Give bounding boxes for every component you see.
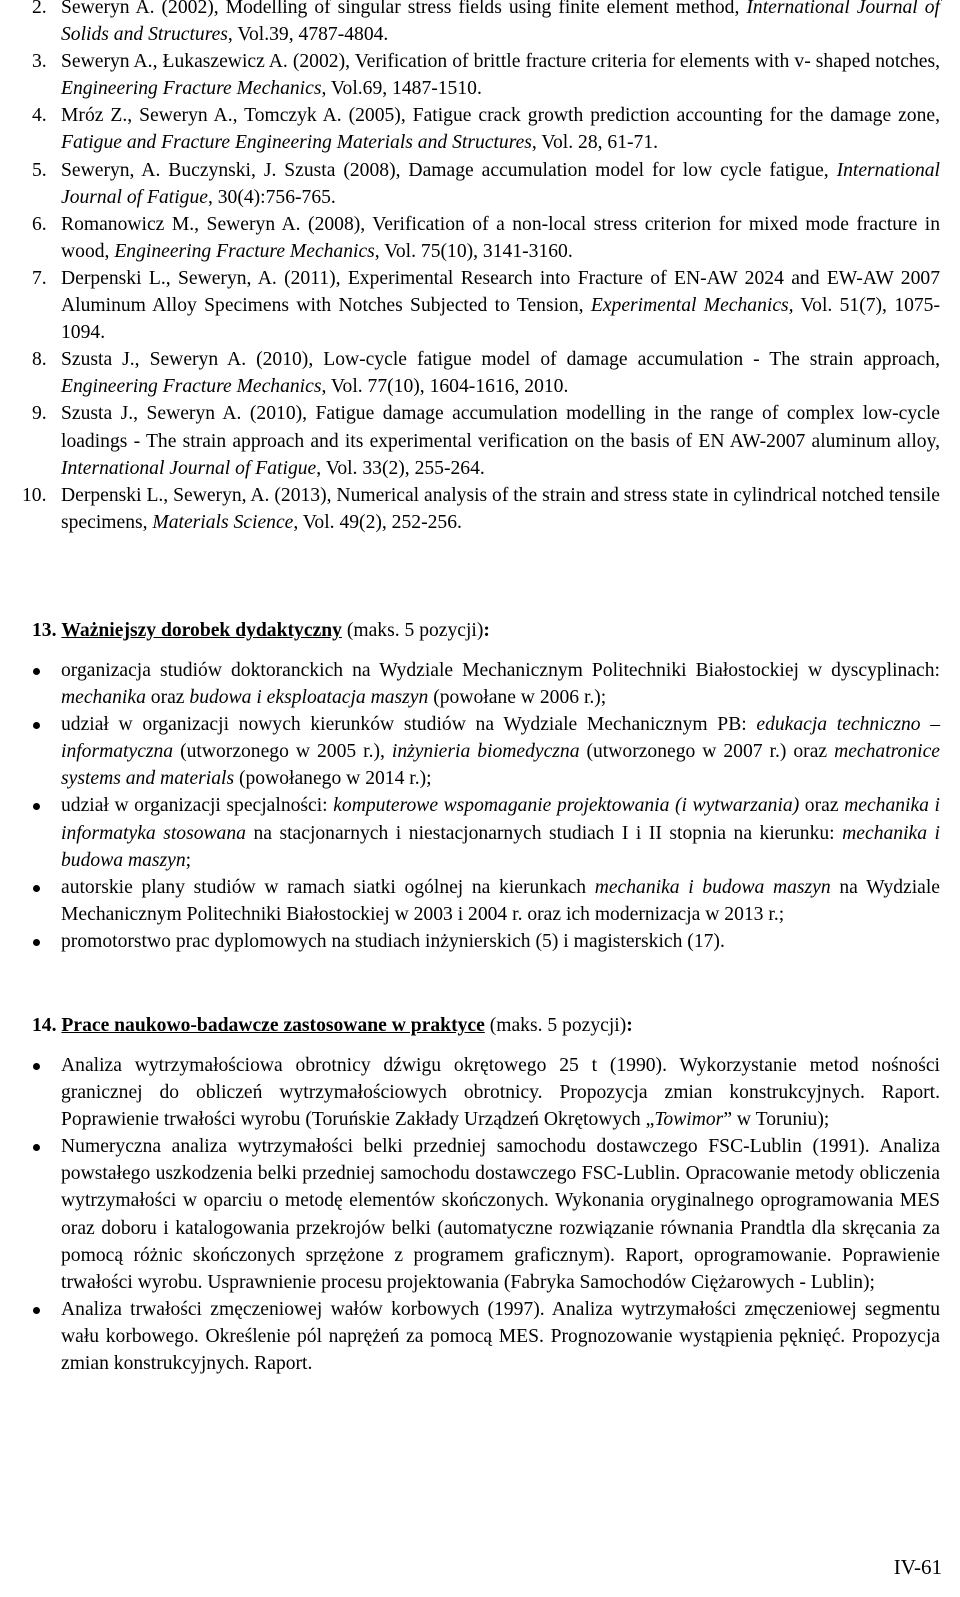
text-run: , Vol. 75(10), 3141-3160. — [374, 240, 573, 262]
section-13-list — [32, 657, 940, 955]
bullet-text — [61, 874, 940, 928]
text-run: Analiza wytrzymałościowa obrotnicy dźwigu okrętowego 25 t (1990). Wykorzystanie metod nośności granicznej do obliczeń wytrzymałościowych obrotnicy. Propozycja zmian konstrukcyjnych. Raport. Poprawienie trwałości wyrobu (Toruńskie Zakłady Urządzeń Okrętowych „ — [61, 1055, 940, 1131]
reference-item — [32, 102, 940, 156]
text-run: Numeryczna analiza wytrzymałości belki przedniej samochodu dostawczego FSC-Lublin (1991). Analiza powstałego uszkodzenia belki przedniej samochodu dostawczego FSC-Lublin. Opracowanie metody obliczenia wytrzymałości w oparciu o metodę elementów skończonych. Wykonania oryginalnego oprogramowania MES oraz doboru i katalogowania przekrojów belki (automatyczne rozwiązanie równania Prandtla dla skręcania za pomocą różnic skończonych sprzężone z programem graficznym). Raport, oprogramowanie. Poprawienie trwałości wyrobu. Usprawnienie procesu projektowania (Fabryka Samochodów Ciężarowych - Lublin); — [61, 1136, 940, 1293]
reference-number: 8. — [32, 349, 47, 371]
italic-text: International Journal of Fatigue — [61, 159, 940, 208]
text-run: oraz — [145, 687, 190, 709]
text-run: , Vol.39, 4787-4804. — [227, 24, 389, 46]
reference-item — [32, 211, 940, 265]
section-13-colon: : — [483, 620, 490, 641]
reference-item — [32, 265, 940, 346]
italic-text: mechanika i informatyka stosowana — [61, 795, 940, 844]
italic-text: Experimental Mechanics, — [590, 295, 794, 317]
reference-text — [61, 157, 940, 211]
italic-text: Engineering Fracture Mechanics — [61, 376, 322, 398]
italic-text: budowa i eksploatacja maszyn — [189, 687, 429, 709]
section-14-colon: : — [626, 1015, 633, 1036]
reference-text — [61, 48, 940, 102]
reference-number: 2. — [32, 0, 47, 18]
text-run: , Vol. 49(2), 252-256. — [293, 511, 462, 533]
bullet-text — [61, 792, 940, 873]
text-run: (utworzonego w 2005 r.), — [173, 741, 392, 763]
text-run: Mróz Z., Seweryn A., Tomczyk A. (2005), Fatigue crack growth prediction accounting for the damage zone, — [61, 105, 940, 127]
italic-text: komputerowe wspomaganie projektowania (i wytwarzania) — [333, 795, 800, 817]
reference-item — [32, 400, 940, 481]
bullet-text — [61, 657, 940, 711]
italic-text: International Journal of Solids and Structures — [61, 0, 940, 46]
reference-number: 10. — [22, 484, 47, 506]
reference-text — [61, 102, 940, 156]
text-run: (utworzonego w 2007 r.) oraz — [579, 741, 835, 763]
reference-number: 4. — [32, 105, 47, 127]
italic-text: Engineering Fracture Mechanics — [61, 78, 322, 100]
text-run: Romanowicz M., Seweryn A. (2008), Verification of a non-local stress criterion for mixed mode fracture in wood, — [61, 213, 940, 262]
text-run: , Vol. 77(10), 1604-1616, 2010. — [321, 376, 569, 398]
section-14-heading — [32, 1012, 633, 1039]
reference-list — [22, 0, 941, 536]
italic-text: mechanika — [61, 687, 146, 709]
bullet-text — [61, 928, 940, 955]
bullet-dot-icon — [32, 1052, 61, 1133]
text-run: oraz — [799, 795, 845, 817]
italic-text: Fatigue and Fracture Engineering Materials and Structures — [61, 132, 532, 154]
text-run: Szusta J., Seweryn A. (2010), Fatigue damage accumulation modelling in the range of complex low-cycle loadings - The strain approach and its experimental verification on the basis of EN AW-2007 aluminum alloy, — [61, 403, 940, 452]
bullet-item — [32, 711, 940, 792]
text-run: , Vol.69, 1487-1510. — [321, 78, 482, 100]
italic-text: mechatronice systems and materials — [61, 741, 940, 790]
reference-number: 9. — [32, 403, 47, 425]
page-number: IV-61 — [893, 1555, 942, 1579]
bullet-item — [32, 1133, 940, 1296]
text-run: udział w organizacji nowych kierunków studiów na Wydziale Mechanicznym PB: — [61, 714, 757, 736]
reference-text — [61, 346, 940, 400]
bullet-dot-icon — [32, 657, 61, 711]
italic-text: Towimor — [654, 1109, 724, 1131]
text-run: (powołanego w 2014 r.); — [234, 768, 432, 790]
reference-number: 3. — [32, 51, 47, 73]
text-run: Seweryn, A. Buczynski, J. Szusta (2008), Damage accumulation model for low cycle fatigue, — [61, 159, 837, 181]
text-run: Seweryn A., Łukaszewicz A. (2002), Verification of brittle fracture criteria for elements with v- shaped notches, — [61, 51, 940, 73]
reference-text — [61, 400, 940, 481]
italic-text: mechanika i budowa maszyn — [61, 822, 940, 871]
text-run: organizacja studiów doktoranckich na Wydziale Mechanicznym Politechniki Białostockiej w dyscyplinach: — [61, 660, 940, 681]
bullet-item — [32, 874, 940, 928]
text-run: Vol. 51(7), 1075-1094. — [61, 295, 941, 344]
bullet-item — [32, 928, 940, 955]
bullet-text — [61, 1052, 940, 1133]
section-14-number: 14. — [32, 1015, 57, 1036]
section-13-title: Ważniejszy dorobek dydaktyczny — [61, 620, 342, 641]
bullet-item — [32, 657, 940, 711]
italic-text: edukacja techniczno – informatyczna — [61, 714, 940, 763]
reference-number: 5. — [32, 159, 47, 181]
text-run: ; — [185, 849, 192, 871]
text-run: udział w organizacji specjalności: — [61, 795, 334, 817]
text-run: na stacjonarnych i niestacjonarnych studiach I i II stopnia na kierunku: — [245, 822, 843, 844]
italic-text: mechanika i budowa maszyn — [594, 876, 831, 898]
italic-text: Materials Science — [152, 511, 294, 533]
reference-item — [32, 48, 940, 102]
text-run: promotorstwo prac dyplomowych na studiach inżynierskich (5) i magisterskich (17). — [61, 930, 725, 952]
reference-item — [32, 157, 940, 211]
reference-item — [22, 482, 940, 536]
section-14-note: (maks. 5 pozycji) — [484, 1015, 627, 1036]
bullet-dot-icon — [32, 1296, 61, 1377]
reference-text — [61, 265, 940, 346]
text-run: , 30(4):756-765. — [207, 186, 336, 208]
bullet-dot-icon — [32, 1133, 61, 1296]
reference-item — [32, 0, 940, 48]
bullet-text — [61, 1133, 940, 1296]
text-run: ” w Toruniu); — [723, 1109, 830, 1131]
bullet-dot-icon — [32, 874, 61, 928]
reference-item — [32, 346, 940, 400]
text-run: , Vol. 28, 61-71. — [531, 132, 659, 154]
bullet-item — [32, 792, 940, 873]
section-13-number: 13. — [32, 620, 57, 641]
bullet-text — [61, 1296, 940, 1377]
text-run: Szusta J., Seweryn A. (2010), Low-cycle fatigue model of damage accumulation - The strain approach, — [61, 349, 940, 371]
section-13-note: (maks. 5 pozycji) — [341, 620, 484, 641]
text-run: Analiza trwałości zmęczeniowej wałów korbowych (1997). Analiza wytrzymałości zmęczeniowej segmentu wału korbowego. Określenie pól naprężeń za pomocą MES. Prognozowanie wystąpienia pęknięć. Propozycja zmian konstrukcyjnych. Raport. — [61, 1298, 940, 1375]
text-run: Seweryn A. (2002), Modelling of singular stress fields using finite element method, — [61, 0, 747, 18]
reference-text — [61, 211, 940, 265]
section-14-title: Prace naukowo-badawcze zastosowane w praktyce — [61, 1015, 485, 1036]
text-run: (powołane w 2006 r.); — [428, 687, 607, 709]
bullet-item — [32, 1052, 940, 1133]
italic-text: Engineering Fracture Mechanics — [114, 240, 375, 262]
bullet-text — [61, 711, 940, 792]
bullet-item — [32, 1296, 940, 1377]
section-14-list — [32, 1052, 940, 1377]
reference-text — [61, 482, 940, 536]
reference-number: 7. — [32, 267, 47, 289]
reference-text — [61, 0, 940, 48]
text-run: , Vol. 33(2), 255-264. — [316, 457, 485, 479]
text-run: autorskie plany studiów w ramach siatki ogólnej na kierunkach — [61, 876, 595, 898]
text-run: na Wydziale Mechanicznym Politechniki Białostockiej w 2003 i 2004 r. oraz ich modernizacja w 2013 r.; — [61, 876, 940, 925]
bullet-dot-icon — [32, 792, 61, 873]
reference-number: 6. — [32, 213, 47, 235]
text-run: Derpenski L., Seweryn, A. (2013), Numerical analysis of the strain and stress state in cylindrical notched tensile specimens, — [61, 484, 940, 533]
italic-text: inżynieria biomedyczna — [391, 741, 580, 763]
section-13-heading — [32, 617, 490, 644]
text-run: Derpenski L., Seweryn, A. (2011), Experimental Research into Fracture of EN-AW 2024 and EW-AW 2007 Aluminum Alloy Specimens with Notches Subjected to Tension, — [61, 267, 940, 317]
italic-text: International Journal of Fatigue — [61, 457, 317, 479]
bullet-dot-icon — [32, 711, 61, 792]
bullet-dot-icon — [32, 928, 61, 955]
